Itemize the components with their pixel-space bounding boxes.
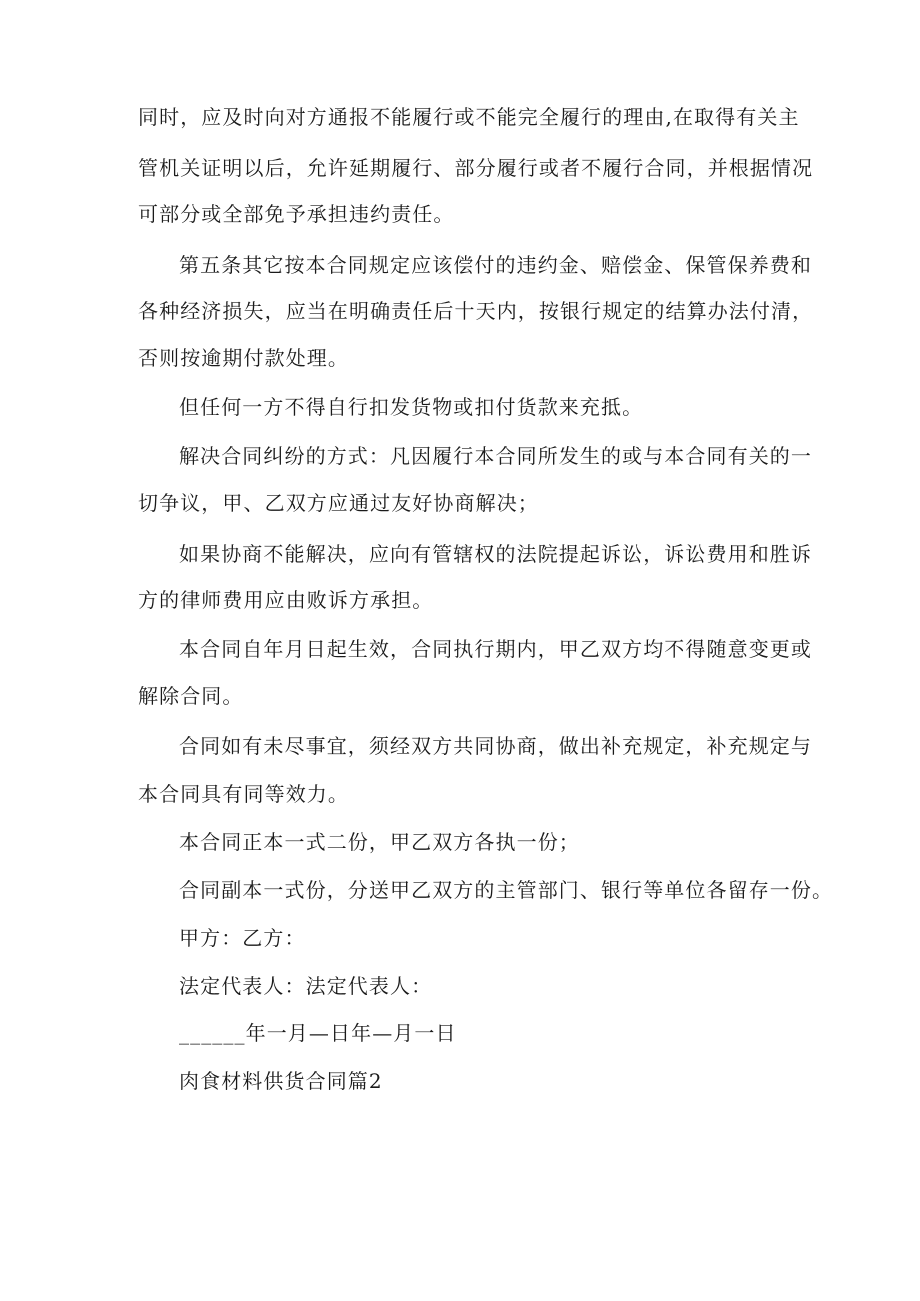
paragraph-line-3: 可部分或全部免予承担违约责任。: [138, 202, 455, 226]
article-five-line-3: 否则按逾期付款处理。: [138, 346, 349, 370]
legal-representative-labels: 法定代表人：法定代表人：: [179, 974, 433, 998]
litigation-clause-line-2: 方的律师费用应由败诉方承担。: [138, 588, 434, 612]
effective-clause-line-2: 解除合同。: [138, 684, 244, 708]
original-copies-clause: 本合同正本一式二份，甲乙双方各执一份；: [179, 830, 580, 854]
supplement-clause-line-1: 合同如有未尽事宜，须经双方共同协商，做出补充规定，补充规定与: [179, 734, 812, 758]
section-heading: 肉食材料供货合同篇2: [179, 1069, 383, 1093]
signature-date-line: ______年一月—日年—月一日: [179, 1021, 457, 1045]
article-five-line-2: 各种经济损失，应当在明确责任后十天内，按银行规定的结算办法付清，: [138, 299, 814, 323]
duplicate-copies-clause: 合同副本一式份，分送甲乙双方的主管部门、银行等单位各留存一份。: [179, 878, 834, 902]
dispute-clause-line-2: 切争议，甲、乙双方应通过友好协商解决；: [138, 491, 539, 515]
party-labels: 甲方：乙方：: [179, 926, 306, 950]
effective-clause-line-1: 本合同自年月日起生效，合同执行期内，甲乙双方均不得随意变更或: [179, 637, 812, 661]
litigation-clause-line-1: 如果协商不能解决，应向有管辖权的法院提起诉讼，诉讼费用和胜诉: [179, 542, 812, 566]
article-five-line-1: 第五条其它按本合同规定应该偿付的违约金、赔偿金、保管保养费和: [179, 253, 812, 277]
supplement-clause-line-2: 本合同具有同等效力。: [138, 782, 349, 806]
no-offset-clause: 但任何一方不得自行扣发货物或扣付货款来充抵。: [179, 395, 644, 419]
paragraph-line-1: 同时，应及时向对方通报不能履行或不能完全履行的理由,在取得有关主: [138, 105, 800, 129]
dispute-clause-line-1: 解决合同纠纷的方式：凡因履行本合同所发生的或与本合同有关的一: [179, 444, 812, 468]
paragraph-line-2: 管机关证明以后，允许延期履行、部分履行或者不履行合同，并根据情况: [138, 156, 814, 180]
